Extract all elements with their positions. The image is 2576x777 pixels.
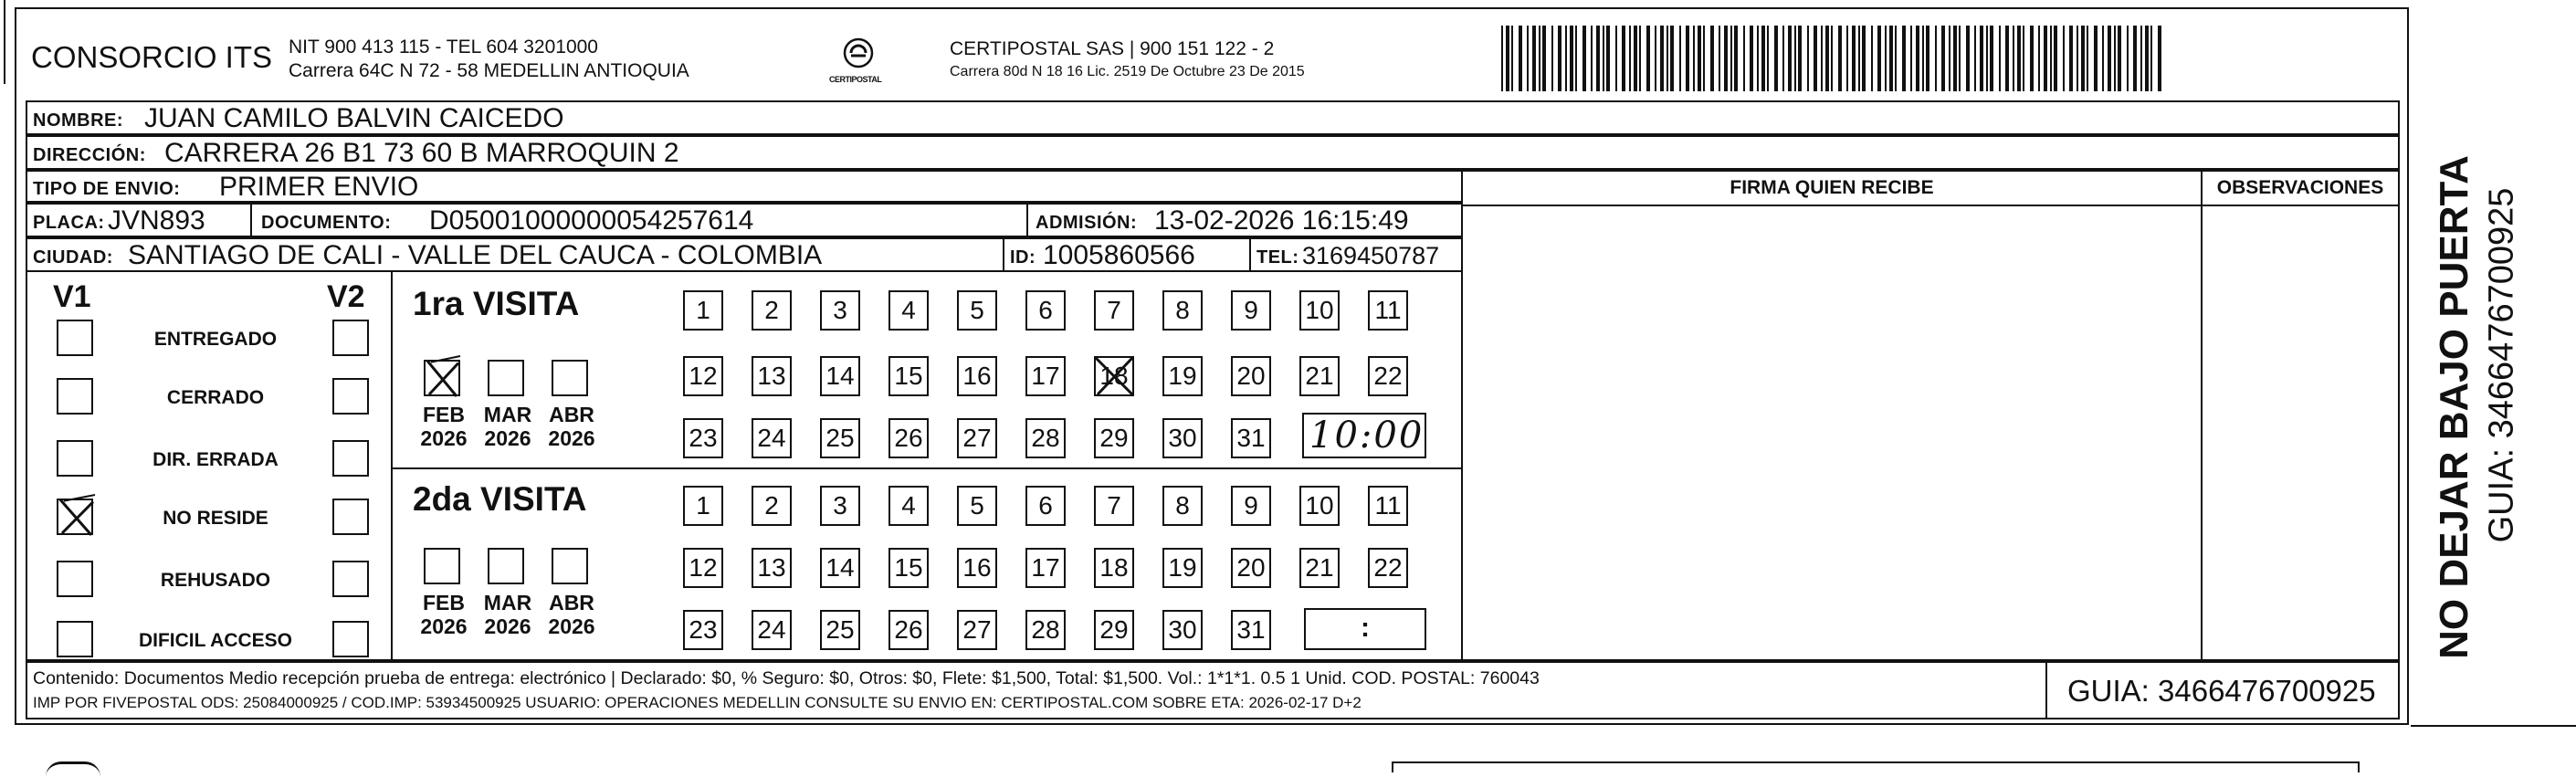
barcode-bar: [1646, 26, 1650, 91]
day-box[interactable]: 2: [752, 486, 792, 526]
day-box[interactable]: 30: [1162, 610, 1203, 650]
observaciones-column: [2201, 170, 2400, 661]
barcode-bar: [2030, 26, 2034, 91]
day-box[interactable]: 16: [957, 548, 997, 588]
barcode-bar: [1926, 26, 1929, 91]
day-box[interactable]: 15: [888, 356, 929, 396]
status-option-label: DIR. ERRADA: [152, 449, 279, 470]
day-box[interactable]: 22: [1368, 548, 1408, 588]
barcode-bar: [1591, 26, 1593, 91]
barcode-bar: [1551, 26, 1553, 91]
status-option-label: ENTREGADO: [153, 329, 278, 350]
tipo-value: PRIMER ENVIO: [219, 172, 419, 202]
left-tick: [4, 0, 5, 84]
barcode-bar: [1506, 26, 1509, 91]
barcode-bar: [1686, 26, 1689, 91]
placa-label: PLACA:: [33, 213, 105, 233]
firma-column: [1461, 170, 2203, 661]
barcode-bar: [1622, 26, 1625, 91]
month-year: 2026: [420, 426, 468, 450]
barcode-bar: [1539, 26, 1540, 91]
barcode-bar: [1916, 26, 1919, 91]
barcode-bar: [1814, 26, 1817, 91]
status-option-label: REHUSADO: [160, 570, 271, 591]
day-box[interactable]: 24: [752, 418, 792, 458]
day-box[interactable]: 11: [1368, 486, 1408, 526]
barcode-bar: [1871, 26, 1873, 91]
day-box[interactable]: 29: [1094, 610, 1134, 650]
status-option-label: DIFICIL ACCESO: [138, 630, 292, 651]
barcode-bar: [1910, 26, 1912, 91]
barcode-bar: [1565, 26, 1567, 91]
v2-checkbox[interactable]: [332, 440, 369, 477]
barcode-bar: [1798, 26, 1802, 91]
barcode-bar: [1575, 26, 1577, 91]
day-box[interactable]: 19: [1162, 548, 1203, 588]
ciudad-row: [26, 237, 1463, 272]
barcode-bar: [1895, 26, 1897, 91]
barcode-bar: [1743, 26, 1745, 91]
day-box[interactable]: 27: [957, 610, 997, 650]
barcode-bar: [1703, 26, 1705, 91]
day-box[interactable]: 1: [683, 290, 723, 331]
footer-imp: IMP POR FIVEPOSTAL ODS: 25084000925 / COD.IMP: 53934500925 USUARIO: OPERACIONES MEDELLIN CONSULTE SU ENVIO EN: CERTIPOSTAL.COM SOBRE ETA: 2026-02-17 D+2: [33, 694, 1362, 711]
barcode-bar: [2038, 26, 2040, 91]
day-box[interactable]: 4: [888, 290, 929, 331]
barcode-bar: [1902, 26, 1906, 91]
barcode-bar: [2077, 26, 2078, 91]
barcode-bar: [1807, 26, 1809, 91]
barcode-bar: [1877, 26, 1881, 91]
barcode-bar: [1986, 26, 1988, 91]
ciudad-label: CIUDAD:: [33, 247, 113, 268]
id-cell: [1003, 239, 1251, 270]
day-box[interactable]: 13: [752, 356, 792, 396]
barcode-bar: [2150, 26, 2152, 91]
side-guia: GUIA: 3466476700925: [2482, 187, 2521, 543]
day-box[interactable]: 17: [1025, 548, 1066, 588]
v1-checkbox[interactable]: [57, 440, 93, 477]
barcode-bar: [1889, 26, 1893, 91]
day-box[interactable]: 4: [888, 486, 929, 526]
barcode-bar: [1980, 26, 1983, 91]
day-box[interactable]: 14: [820, 356, 860, 396]
barcode-bar: [1615, 26, 1617, 91]
bottom-rule: [2411, 725, 2576, 727]
day-box[interactable]: 3: [820, 486, 860, 526]
day-box[interactable]: 22: [1368, 356, 1408, 396]
barcode-bar: [1724, 26, 1728, 91]
firma-header-line: [1463, 205, 2201, 206]
v1-checkbox[interactable]: [57, 499, 93, 535]
barcode-bar: [1941, 26, 1945, 91]
month-checkbox[interactable]: [552, 548, 588, 584]
barcode-bar: [1999, 26, 2001, 91]
month-label: ABR: [549, 403, 594, 426]
tipo-row: [26, 170, 1463, 203]
barcode-bar: [1990, 26, 1993, 91]
barcode-bar: [2081, 26, 2085, 91]
second-visit-title: 2da VISITA: [413, 480, 587, 518]
nombre-label: NOMBRE:: [33, 110, 124, 131]
barcode-bar: [1660, 26, 1664, 91]
barcode-bar: [1558, 26, 1561, 91]
v1-checkbox[interactable]: [57, 561, 93, 597]
day-box[interactable]: 6: [1025, 290, 1066, 331]
day-box[interactable]: 20: [1231, 356, 1271, 396]
barcode-bar: [1761, 26, 1765, 91]
barcode-bar: [1922, 26, 1924, 91]
company-address: Carrera 64C N 72 - 58 MEDELLIN ANTIOQUIA: [289, 60, 689, 81]
barcode-bar: [1953, 26, 1957, 91]
day-box[interactable]: 1: [683, 486, 723, 526]
bottom-box: [1392, 761, 2360, 772]
admision-value: 13-02-2026 16:15:49: [1154, 205, 1409, 236]
nombre-row: [26, 100, 2400, 135]
month-label: MAR: [483, 403, 532, 426]
barcode-bar: [1862, 26, 1866, 91]
admision-cell: [1026, 205, 1463, 236]
month-checkbox[interactable]: [424, 548, 460, 584]
tel-value: 3169450787: [1302, 242, 1440, 269]
barcode-bar: [1629, 26, 1631, 91]
footer-guia-cell: [2045, 661, 2402, 719]
barcode-bar: [1698, 26, 1701, 91]
day-box[interactable]: 28: [1025, 418, 1066, 458]
id-label: ID:: [1010, 247, 1036, 268]
barcode-bar: [2054, 26, 2057, 91]
v2-heading: V2: [327, 279, 365, 314]
barcode-bar: [1846, 26, 1848, 91]
barcode-bar: [2017, 26, 2021, 91]
v1-checkbox[interactable]: [57, 621, 93, 657]
day-box[interactable]: 6: [1025, 486, 1066, 526]
firma-header: FIRMA QUIEN RECIBE: [1730, 177, 1934, 198]
barcode-bar: [1858, 26, 1860, 91]
barcode-bar: [1511, 26, 1513, 91]
day-box[interactable]: 28: [1025, 610, 1066, 650]
day-box[interactable]: 5: [957, 486, 997, 526]
month-year: 2026: [548, 426, 595, 450]
barcode-bar: [1838, 26, 1842, 91]
first-time-box: [1302, 413, 1426, 458]
direccion-label: DIRECCIÓN:: [33, 145, 146, 165]
barcode-bar: [1774, 26, 1778, 91]
first-visit-title: 1ra VISITA: [413, 285, 580, 322]
barcode-bar: [1532, 26, 1536, 91]
day-box[interactable]: 13: [752, 548, 792, 588]
barcode-bar: [2158, 26, 2161, 91]
v2-checkbox[interactable]: [332, 499, 369, 535]
barcode-bar: [1655, 26, 1656, 91]
month-checkbox[interactable]: [488, 548, 524, 584]
documento-label: DOCUMENTO:: [261, 213, 392, 233]
barcode-bar: [1959, 26, 1961, 91]
barcode-bar: [2145, 26, 2149, 91]
day-box[interactable]: 31: [1231, 610, 1271, 650]
barcode-bar: [2133, 26, 2137, 91]
barcode-bar: [2102, 26, 2104, 91]
barcode-bar: [2050, 26, 2052, 91]
day-box[interactable]: 8: [1162, 290, 1203, 331]
barcode-bar: [1782, 26, 1784, 91]
id-value: 1005860566: [1043, 240, 1195, 270]
logo-text: CERTIPOSTAL: [829, 75, 882, 84]
v1-heading: V1: [53, 279, 91, 314]
month-label: FEB: [423, 403, 465, 426]
side-warning: NO DEJAR BAJO PUERTA: [2432, 155, 2476, 659]
day-box[interactable]: 24: [752, 610, 792, 650]
status-option-label: CERRADO: [166, 387, 265, 408]
placa-row: [26, 203, 1463, 237]
carrier-address: Carrera 80d N 18 16 Lic. 2519 De Octubre 23 De 2015: [950, 64, 1305, 79]
tel-label: TEL:: [1256, 247, 1299, 268]
day-box[interactable]: 10: [1299, 290, 1340, 331]
barcode-bar: [1788, 26, 1792, 91]
barcode-bar: [2044, 26, 2047, 91]
observaciones-header: OBSERVACIONES: [2216, 177, 2384, 198]
status-divider: [391, 272, 393, 659]
footer-contenido: Contenido: Documentos Medio recepción prueba de entrega: electrónico | Declarado: $0, % Seguro: $0, Otros: $0, Flete: $1,500, Total: $1,500. Vol.: 1*1*1. 0.5 1 Unid. COD. POSTAL: 760043: [33, 668, 1540, 688]
barcode-bar: [2069, 26, 2073, 91]
day-box[interactable]: 18: [1094, 356, 1134, 396]
day-box[interactable]: 20: [1231, 548, 1271, 588]
day-box[interactable]: 26: [888, 418, 929, 458]
day-box[interactable]: 18: [1094, 548, 1134, 588]
barcode-bar: [2005, 26, 2009, 91]
day-box[interactable]: 21: [1299, 548, 1340, 588]
ciudad-value: SANTIAGO DE CALI - VALLE DEL CAUCA - COLOMBIA: [128, 240, 823, 270]
day-box[interactable]: 30: [1162, 418, 1203, 458]
v2-checkbox[interactable]: [332, 320, 369, 356]
barcode-bar: [2023, 26, 2024, 91]
day-box[interactable]: 14: [820, 548, 860, 588]
placa-value: JVN893: [108, 205, 205, 236]
barcode-bar: [1935, 26, 1937, 91]
barcode-bar: [1852, 26, 1856, 91]
bottom-curve: [46, 761, 100, 777]
day-box[interactable]: 15: [888, 548, 929, 588]
day-box[interactable]: 29: [1094, 418, 1134, 458]
barcode-bar: [1730, 26, 1732, 91]
v1-checkbox[interactable]: [57, 320, 93, 356]
barcode-bar: [2087, 26, 2088, 91]
tipo-label: TIPO DE ENVIO:: [33, 179, 181, 199]
barcode-bar: [1501, 26, 1503, 91]
visit-divider: [393, 467, 1461, 469]
barcode-bar: [1710, 26, 1714, 91]
barcode-bar: [1527, 26, 1529, 91]
barcode-bar: [1639, 26, 1641, 91]
barcode-bar: [1794, 26, 1796, 91]
day-box[interactable]: 26: [888, 610, 929, 650]
month-label: ABR: [549, 591, 594, 614]
barcode: [1501, 26, 2162, 91]
barcode-bar: [1750, 26, 1753, 91]
barcode-bar: [1606, 26, 1610, 91]
day-box[interactable]: 27: [957, 418, 997, 458]
day-box[interactable]: 3: [820, 290, 860, 331]
barcode-bar: [1582, 26, 1586, 91]
barcode-bar: [2127, 26, 2129, 91]
barcode-bar: [1679, 26, 1681, 91]
barcode-bar: [1757, 26, 1759, 91]
documento-value: D05001000000054257614: [429, 205, 754, 236]
day-box[interactable]: 25: [820, 610, 860, 650]
day-box[interactable]: 9: [1231, 486, 1271, 526]
barcode-bar: [1885, 26, 1887, 91]
certipostal-logo: [829, 35, 884, 89]
barcode-bar: [2140, 26, 2142, 91]
day-box[interactable]: 19: [1162, 356, 1203, 396]
barcode-bar: [1519, 26, 1522, 91]
month-checkbox[interactable]: [424, 360, 460, 396]
barcode-bar: [1693, 26, 1695, 91]
barcode-bar: [1821, 26, 1823, 91]
day-box[interactable]: 8: [1162, 486, 1203, 526]
barcode-bar: [1603, 26, 1604, 91]
second-time-box: [1304, 608, 1426, 650]
day-box[interactable]: 2: [752, 290, 792, 331]
day-box[interactable]: 12: [683, 356, 723, 396]
direccion-row: [26, 135, 2400, 170]
month-year: 2026: [484, 426, 531, 450]
day-box[interactable]: 5: [957, 290, 997, 331]
barcode-bar: [1596, 26, 1600, 91]
barcode-bar: [1966, 26, 1970, 91]
barcode-bar: [2094, 26, 2098, 91]
second-time-value: :: [1361, 613, 1370, 643]
day-box[interactable]: 25: [820, 418, 860, 458]
v2-checkbox[interactable]: [332, 378, 369, 415]
company-nit: NIT 900 413 115 - TEL 604 3201000: [289, 37, 598, 58]
month-year: 2026: [548, 614, 595, 638]
first-time-value: 10:00: [1309, 415, 1425, 457]
barcode-bar: [1542, 26, 1546, 91]
day-box[interactable]: 17: [1025, 356, 1066, 396]
day-box[interactable]: 23: [683, 610, 723, 650]
direccion-value: CARRERA 26 B1 73 60 B MARROQUIN 2: [164, 138, 679, 168]
barcode-bar: [2013, 26, 2014, 91]
barcode-bar: [1734, 26, 1738, 91]
month-checkbox[interactable]: [488, 360, 524, 396]
barcode-bar: [2063, 26, 2065, 91]
barcode-bar: [1974, 26, 1976, 91]
month-year: 2026: [484, 614, 531, 638]
day-box[interactable]: 23: [683, 418, 723, 458]
day-box[interactable]: 7: [1094, 290, 1134, 331]
barcode-bar: [2114, 26, 2116, 91]
observaciones-header-line: [2203, 205, 2398, 206]
day-box[interactable]: 7: [1094, 486, 1134, 526]
barcode-bar: [1634, 26, 1637, 91]
barcode-bar: [2108, 26, 2111, 91]
nombre-value: JUAN CAMILO BALVIN CAICEDO: [144, 103, 564, 133]
day-box[interactable]: 10: [1299, 486, 1340, 526]
barcode-bar: [1570, 26, 1573, 91]
day-box[interactable]: 31: [1231, 418, 1271, 458]
day-box[interactable]: 16: [957, 356, 997, 396]
admision-label: ADMISIÓN:: [1036, 213, 1138, 233]
barcode-bar: [1670, 26, 1674, 91]
barcode-bar: [1949, 26, 1950, 91]
v2-checkbox[interactable]: [332, 621, 369, 657]
day-box[interactable]: 21: [1299, 356, 1340, 396]
month-checkbox[interactable]: [552, 360, 588, 396]
barcode-bar: [2118, 26, 2121, 91]
barcode-bar: [1831, 26, 1833, 91]
v2-checkbox[interactable]: [332, 561, 369, 597]
v1-checkbox[interactable]: [57, 378, 93, 415]
month-year: 2026: [420, 614, 468, 638]
day-box[interactable]: 12: [683, 548, 723, 588]
month-label: MAR: [483, 591, 532, 614]
company-name: CONSORCIO ITS: [31, 40, 273, 74]
footer-guia: GUIA: 3466476700925: [2067, 674, 2376, 708]
carrier-line: CERTIPOSTAL SAS | 900 151 122 - 2: [950, 38, 1275, 59]
month-label: FEB: [423, 591, 465, 614]
barcode-bar: [1719, 26, 1720, 91]
barcode-bar: [1667, 26, 1668, 91]
placa-cell: [27, 205, 252, 236]
status-option-label: NO RESIDE: [163, 508, 268, 529]
barcode-bar: [1767, 26, 1769, 91]
day-box[interactable]: 9: [1231, 290, 1271, 331]
barcode-bar: [1825, 26, 1829, 91]
day-box[interactable]: 11: [1368, 290, 1408, 331]
